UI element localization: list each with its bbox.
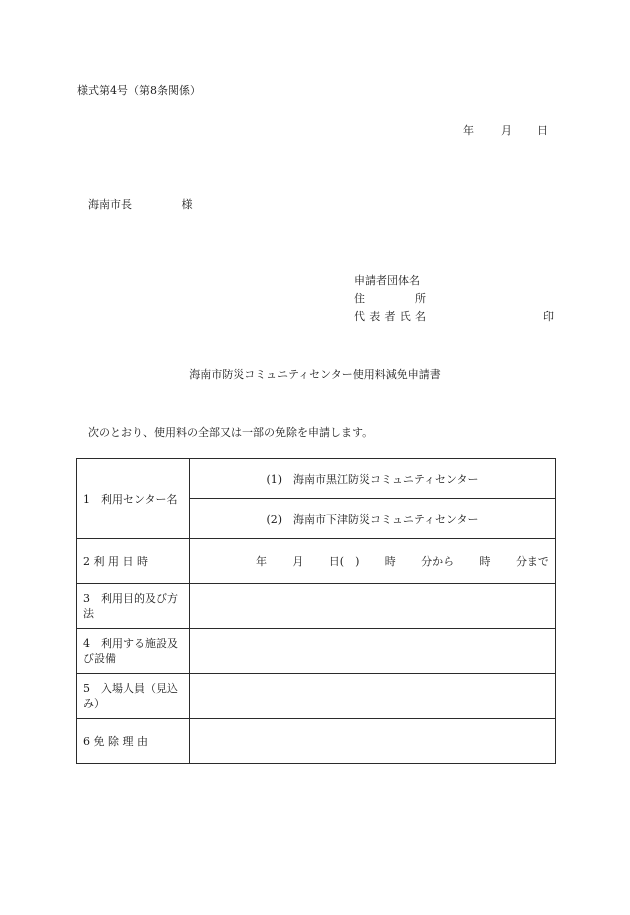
table-row: [77, 584, 556, 629]
applicant-rep-label: 代表者氏名: [354, 310, 426, 323]
datetime-hour-start: 時: [384, 555, 396, 568]
facility-field[interactable]: [190, 629, 556, 674]
table-row: [77, 719, 556, 764]
reason-field[interactable]: [190, 719, 556, 764]
reason-label: 6 免 除 理 由: [77, 719, 190, 764]
center-option-shimotsu: (2) 海南市下津防災コミュニティセンター: [190, 499, 556, 539]
year-label: 年: [463, 124, 474, 137]
applicant-org-label: 申請者団体名: [354, 274, 420, 287]
form-number: 様式第4号（第8条関係）: [77, 84, 201, 97]
applicant-address-label: 住所: [354, 292, 426, 305]
table-row: [77, 459, 556, 499]
application-table: [76, 458, 556, 764]
facility-label: 4 利用する施設及び設備: [77, 629, 190, 674]
seal-mark: 印: [543, 310, 554, 323]
purpose-label: 3 利用目的及び方法: [77, 584, 190, 629]
attendance-field[interactable]: [190, 674, 556, 719]
addressee-name: 海南市長: [88, 198, 132, 211]
addressee-honorific: 様: [181, 198, 193, 211]
table-row: [77, 629, 556, 674]
table-row: [77, 674, 556, 719]
day-label: 日: [537, 124, 548, 137]
datetime-day: 日( ): [328, 555, 360, 568]
datetime-cell: [190, 539, 556, 584]
datetime-minute-start: 分から: [421, 555, 455, 568]
applicant-block: [354, 274, 426, 328]
intro-text: 次のとおり、使用料の全部又は一部の免除を申請します。: [88, 426, 374, 439]
table-row: [77, 539, 556, 584]
center-option-kuroe: (1) 海南市黒江防災コミュニティセンター: [190, 459, 556, 499]
datetime-month: 月: [292, 555, 304, 568]
datetime-minute-end: 分まで: [515, 555, 549, 568]
datetime-year: 年: [256, 555, 267, 568]
date-line: [463, 124, 548, 138]
month-label: 月: [501, 124, 512, 137]
addressee: [88, 198, 193, 212]
document-title: 海南市防災コミュニティセンター使用料減免申請書: [189, 368, 441, 381]
center-label: 1 利用センター名: [77, 459, 190, 539]
purpose-field[interactable]: [190, 584, 556, 629]
datetime-hour-end: 時: [479, 555, 491, 568]
attendance-label: 5 入場人員（見込み）: [77, 674, 190, 719]
datetime-label: 2 利 用 日 時: [77, 539, 190, 584]
